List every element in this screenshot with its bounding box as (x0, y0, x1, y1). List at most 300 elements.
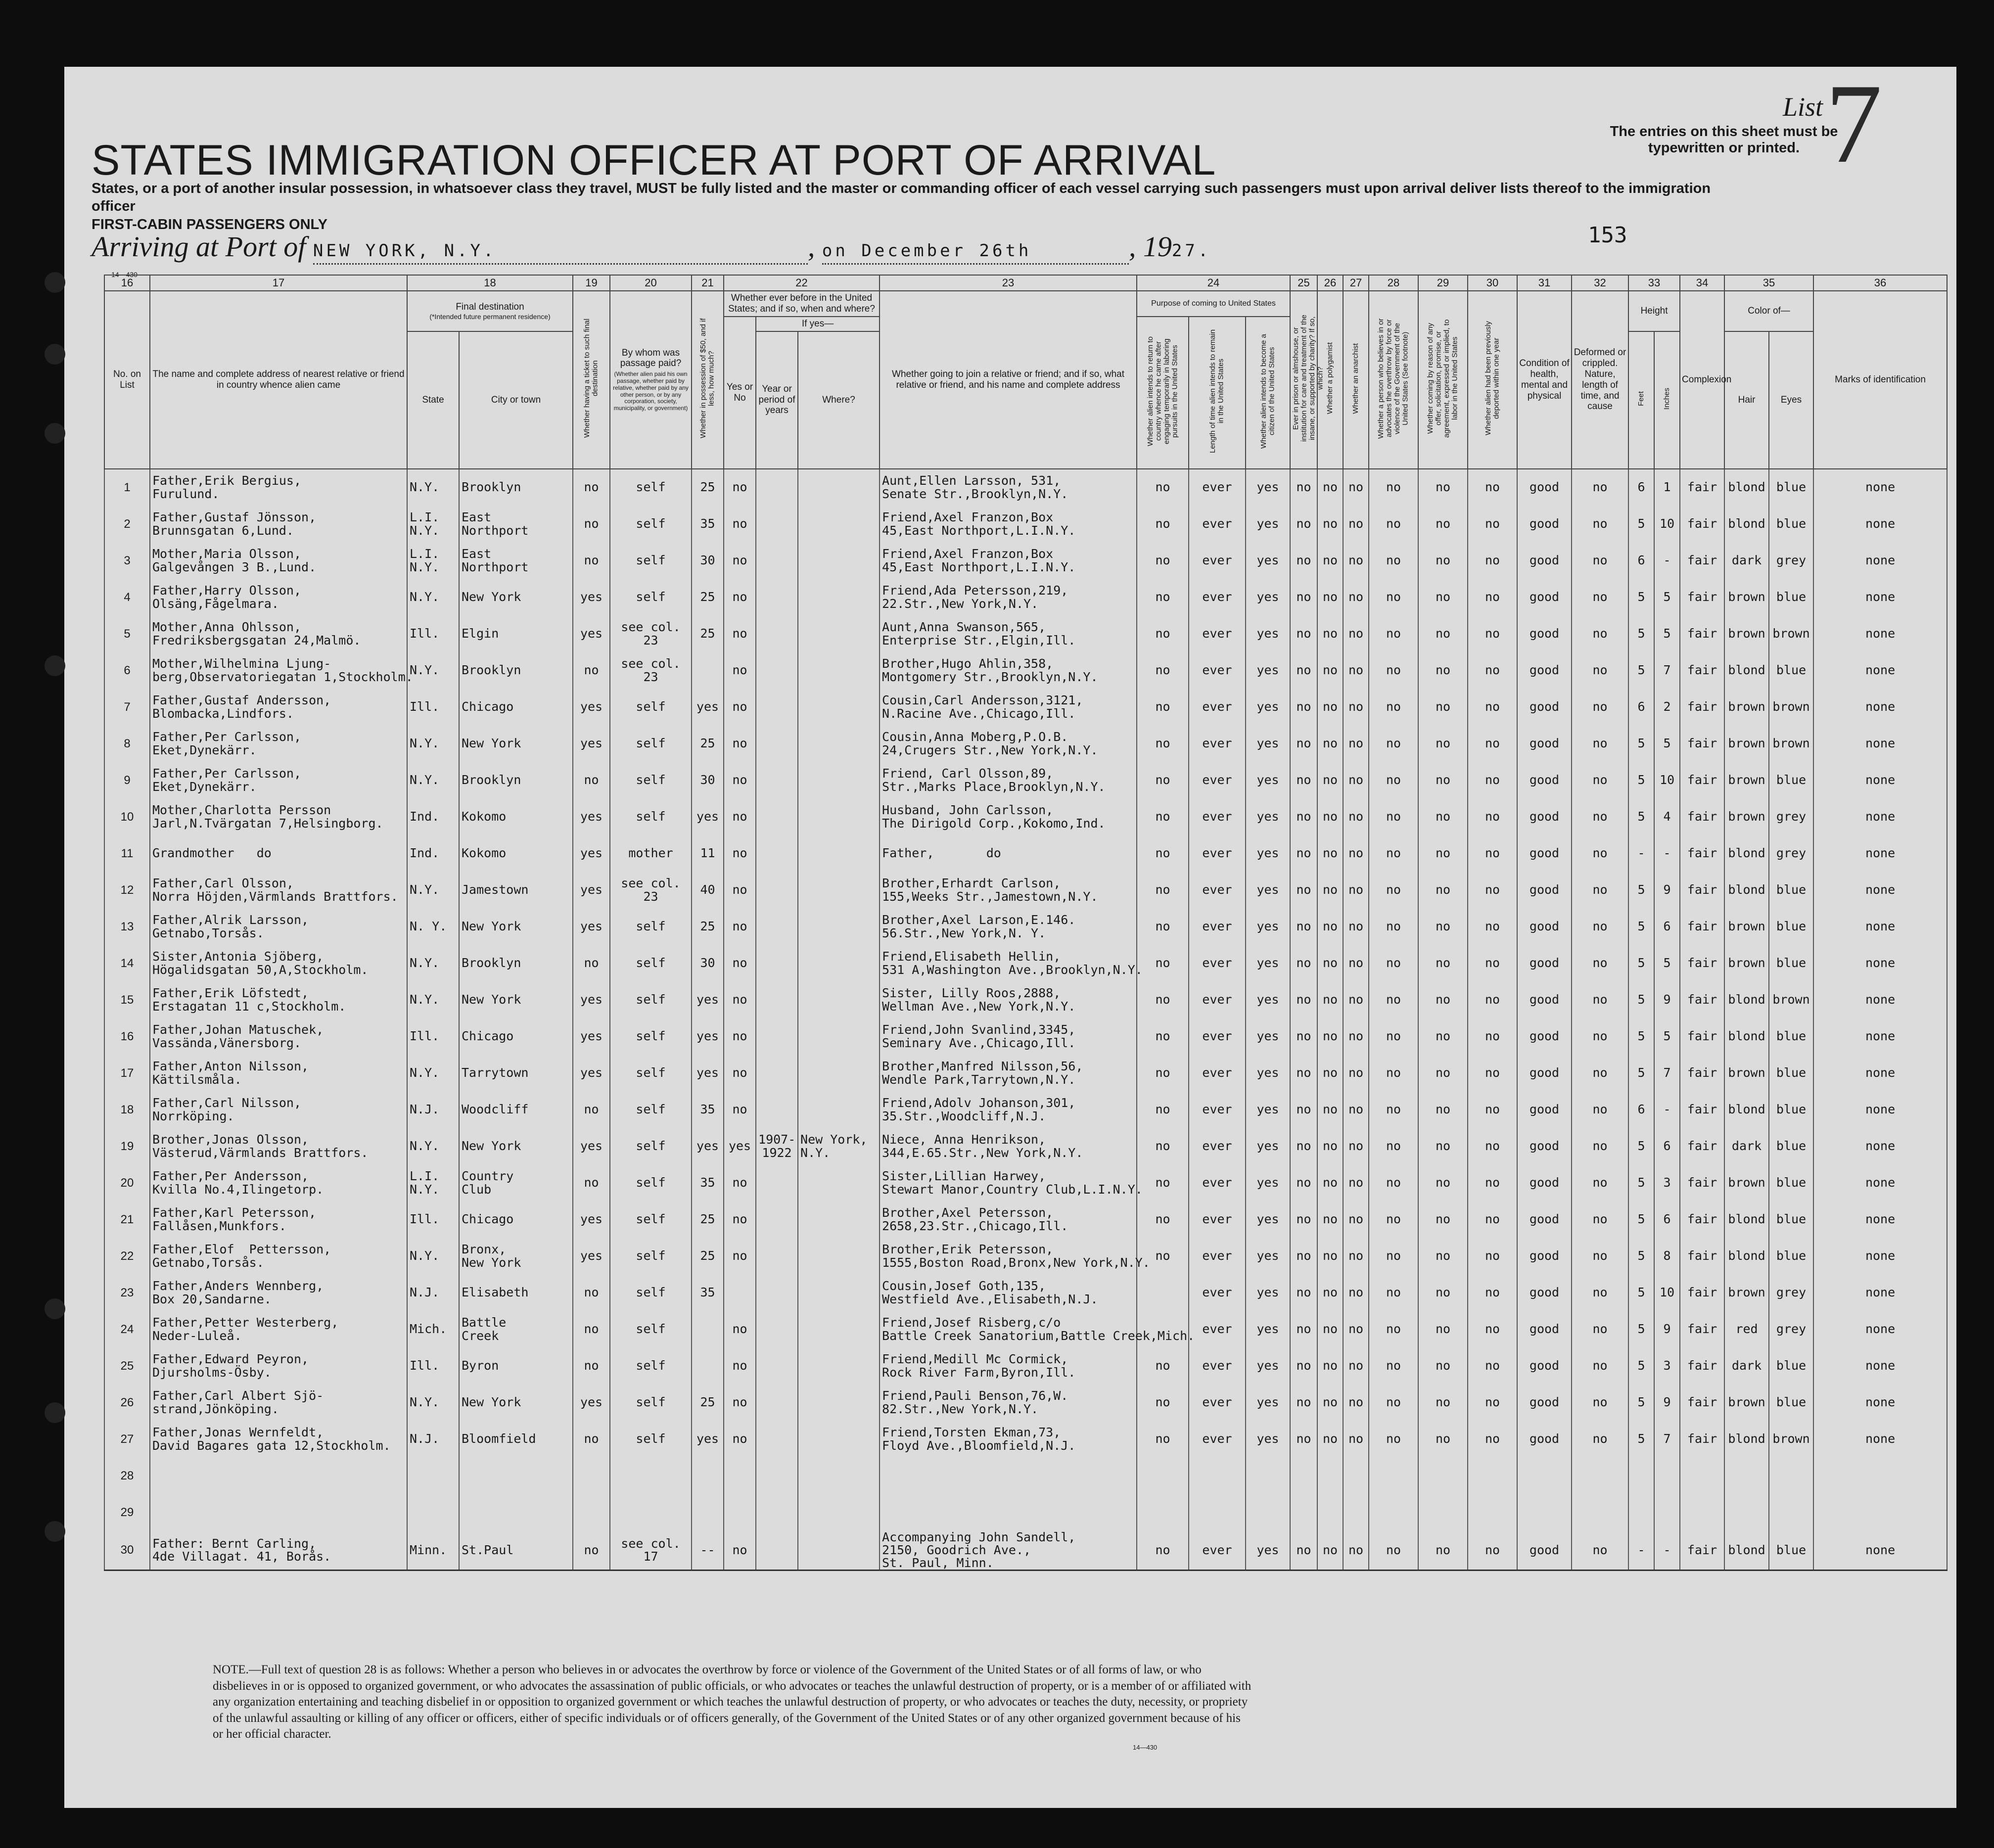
cell-health (1517, 1494, 1572, 1531)
cell-ticket: no (573, 1311, 610, 1348)
cell-before: no (724, 1385, 756, 1421)
cell-c28: no (1369, 1238, 1418, 1275)
cell-ft: 6 (1628, 469, 1654, 506)
cell-state: N. Y. (407, 909, 459, 945)
form-code: 14—430 (1133, 1744, 1158, 1751)
cell-marks: none (1813, 616, 1947, 652)
cell-where (798, 543, 880, 579)
cell-hair: blond (1724, 1018, 1769, 1055)
cell-year (756, 1092, 798, 1128)
cell-state: N.Y. (407, 469, 459, 506)
cell-deformed: no (1572, 1348, 1628, 1385)
cell-c28: no (1369, 1055, 1418, 1092)
cell-before: no (724, 579, 756, 616)
cell-in (1654, 1458, 1680, 1494)
cell-state: Mich. (407, 1311, 459, 1348)
cell-deformed: no (1572, 689, 1628, 726)
cell-eyes: blue (1769, 1018, 1813, 1055)
cell-where (798, 579, 880, 616)
cell-c27: no (1343, 652, 1369, 689)
header-complexion: Complexion (1680, 291, 1724, 469)
cell-c26: no (1317, 945, 1343, 982)
cell-c29: no (1418, 543, 1468, 579)
cell-marks: none (1813, 579, 1947, 616)
cell-join (880, 1458, 1137, 1494)
cell-no: 11 (104, 835, 150, 872)
cell-c27: no (1343, 835, 1369, 872)
cell-c28: no (1369, 1018, 1418, 1055)
cell-p-c: yes (1246, 689, 1290, 726)
cell-eyes: grey (1769, 1311, 1813, 1348)
cell-p-b (1189, 1458, 1246, 1494)
cell-join: Brother,Hugo Ahlin,358, Montgomery Str.,Brooklyn,N.Y. (880, 652, 1137, 689)
cell-c25 (1290, 1458, 1317, 1494)
cell-join: Friend,Pauli Benson,76,W. 82.Str.,New York,N.Y. (880, 1385, 1137, 1421)
cell-no: 28 (104, 1458, 150, 1494)
cell-hair: dark (1724, 543, 1769, 579)
cell-p-b: ever (1189, 1018, 1246, 1055)
cell-eyes: brown (1769, 689, 1813, 726)
cell-money: yes (692, 1055, 724, 1092)
cell-eyes: blue (1769, 1201, 1813, 1238)
cell-p-c: yes (1246, 1348, 1290, 1385)
cell-eyes: blue (1769, 1385, 1813, 1421)
cell-rel: Father,Carl Nilsson, Norrköping. (150, 1092, 407, 1128)
cell-rel: Father,Gustaf Andersson, Blombacka,Lindfors. (150, 689, 407, 726)
cell-c27 (1343, 1458, 1369, 1494)
cell-p-b: ever (1189, 799, 1246, 835)
cell-c29: no (1418, 726, 1468, 762)
cell-deformed: no (1572, 1165, 1628, 1201)
cell-year (756, 1275, 798, 1311)
col-num: 17 (150, 275, 407, 291)
cell-health: good (1517, 945, 1572, 982)
cell-deformed: no (1572, 1385, 1628, 1421)
cell-state: N.J. (407, 1421, 459, 1458)
binder-hole (45, 1298, 65, 1319)
cell-join: Friend,John Svanlind,3345, Seminary Ave.,Chicago,Ill. (880, 1018, 1137, 1055)
cell-before: no (724, 1531, 756, 1571)
cell-complexion: fair (1680, 1348, 1724, 1385)
cell-c30: no (1468, 689, 1517, 726)
col-num: 33 (1628, 275, 1680, 291)
sheet-number: 153 (1588, 223, 1627, 248)
cell-before: no (724, 762, 756, 799)
cell-ft: 5 (1628, 1348, 1654, 1385)
cell-deformed (1572, 1494, 1628, 1531)
cell-eyes: blue (1769, 945, 1813, 982)
cell-rel: Father,Carl Olsson, Norra Höjden,Värmlands Brattfors. (150, 872, 407, 909)
cell-ticket: yes (573, 689, 610, 726)
col-num: 29 (1418, 275, 1468, 291)
header-row-1 (104, 291, 1947, 317)
header-height: Height (1628, 291, 1680, 331)
cell-ticket: no (573, 945, 610, 982)
cell-money: 25 (692, 1238, 724, 1275)
cell-rel: Father,Elof Pettersson, Getnabo,Torsås. (150, 1238, 407, 1275)
cell-p-b: ever (1189, 1311, 1246, 1348)
cell-p-a (1137, 1275, 1189, 1311)
cell-c29: no (1418, 982, 1468, 1018)
cell-ft: 5 (1628, 799, 1654, 835)
cell-in: 9 (1654, 872, 1680, 909)
col-num: 31 (1517, 275, 1572, 291)
cell-join: Friend,Medill Mc Cormick, Rock River Farm,Byron,Ill. (880, 1348, 1137, 1385)
header-yes-no: Yes or No (724, 317, 756, 469)
cell-city: Chicago (459, 1018, 573, 1055)
cell-marks: none (1813, 1201, 1947, 1238)
cell-c29: no (1418, 1275, 1468, 1311)
cell-state: N.Y. (407, 982, 459, 1018)
cell-marks: none (1813, 469, 1947, 506)
cell-health: good (1517, 1165, 1572, 1201)
cell-before: no (724, 616, 756, 652)
cell-before: no (724, 909, 756, 945)
cell-health: good (1517, 1385, 1572, 1421)
table-row (104, 616, 1947, 652)
cell-city: New York (459, 1128, 573, 1165)
cell-p-a: no (1137, 835, 1189, 872)
cell-hair: brown (1724, 1165, 1769, 1201)
cell-money: 25 (692, 1385, 724, 1421)
cell-city (459, 1494, 573, 1531)
q29-label: Whether coming by reason of any offer, solicitation, promise, or agreement, expressed or implied, to labor in the United States (1426, 319, 1459, 438)
entries-note: The entries on this sheet must be typewritten or printed. (1610, 124, 1838, 156)
cell-ft: 6 (1628, 1092, 1654, 1128)
cell-year (756, 1238, 798, 1275)
cell-marks: none (1813, 1055, 1947, 1092)
cell-complexion: fair (1680, 469, 1724, 506)
cell-hair: brown (1724, 689, 1769, 726)
cell-in: 3 (1654, 1348, 1680, 1385)
cell-health: good (1517, 1311, 1572, 1348)
cell-c30: no (1468, 616, 1517, 652)
cell-c29: no (1418, 1092, 1468, 1128)
table-row (104, 945, 1947, 982)
cell-p-a: no (1137, 1201, 1189, 1238)
cell-money: yes (692, 1128, 724, 1165)
cell-before: no (724, 652, 756, 689)
cell-c26: no (1317, 652, 1343, 689)
cell-rel: Father,Erik Löfstedt, Erstagatan 11 c,Stockholm. (150, 982, 407, 1018)
cell-deformed: no (1572, 1092, 1628, 1128)
cell-join: Niece, Anna Henrikson, 344,E.65.Str.,New York,N.Y. (880, 1128, 1137, 1165)
prison-label: Ever in prison or almshouse, or institution for care and treatment of the insane, or supported by charity? If so, which? (1292, 315, 1325, 442)
col-num: 16 (104, 275, 150, 291)
arriving-label: Arriving at Port of (92, 231, 306, 263)
cell-join: Cousin,Josef Goth,135, Westfield Ave.,Elisabeth,N.J. (880, 1275, 1137, 1311)
cell-complexion: fair (1680, 689, 1724, 726)
cell-marks: none (1813, 1348, 1947, 1385)
cell-paid: see col. 17 (610, 1531, 692, 1571)
cell-p-c: yes (1246, 872, 1290, 909)
cell-where (798, 1238, 880, 1275)
cell-c29 (1418, 1494, 1468, 1531)
cell-c30: no (1468, 1348, 1517, 1385)
cell-p-b: ever (1189, 543, 1246, 579)
cell-paid: self (610, 799, 692, 835)
list-number: 7 (1825, 60, 1882, 186)
cell-c28: no (1369, 1092, 1418, 1128)
cell-p-c: yes (1246, 543, 1290, 579)
cell-p-c: yes (1246, 1128, 1290, 1165)
cell-c27: no (1343, 1238, 1369, 1275)
cell-year (756, 726, 798, 762)
cell-deformed: no (1572, 616, 1628, 652)
cell-deformed: no (1572, 872, 1628, 909)
cell-state: Ind. (407, 799, 459, 835)
cell-c26: no (1317, 835, 1343, 872)
cell-before: no (724, 1421, 756, 1458)
cell-year (756, 1494, 798, 1531)
cell-p-b: ever (1189, 652, 1246, 689)
cell-paid: self (610, 1275, 692, 1311)
date-blank (822, 230, 1129, 265)
cell-c29: no (1418, 1128, 1468, 1165)
cell-no: 3 (104, 543, 150, 579)
cell-p-b: ever (1189, 872, 1246, 909)
cell-c27: no (1343, 1092, 1369, 1128)
col-num: 19 (573, 275, 610, 291)
cell-no: 10 (104, 799, 150, 835)
cell-p-b: ever (1189, 726, 1246, 762)
cell-c30: no (1468, 1311, 1517, 1348)
header-marks: Marks of identification (1813, 291, 1947, 469)
cell-join: Aunt,Anna Swanson,565, Enterprise Str.,Elgin,Ill. (880, 616, 1137, 652)
cell-money: yes (692, 982, 724, 1018)
cell-health: good (1517, 689, 1572, 726)
cell-city: Byron (459, 1348, 573, 1385)
cell-ticket: yes (573, 579, 610, 616)
cell-c30: no (1468, 1275, 1517, 1311)
cell-c26: no (1317, 1092, 1343, 1128)
cell-p-b: ever (1189, 1238, 1246, 1275)
cell-year (756, 689, 798, 726)
cell-city: Elisabeth (459, 1275, 573, 1311)
manifest-table (104, 275, 1948, 1571)
cell-before: no (724, 835, 756, 872)
cell-c29: no (1418, 1238, 1468, 1275)
cell-join: Sister, Lilly Roos,2888, Wellman Ave.,New York,N.Y. (880, 982, 1137, 1018)
cell-before (724, 1494, 756, 1531)
cell-year (756, 835, 798, 872)
cell-complexion: fair (1680, 1165, 1724, 1201)
cell-deformed: no (1572, 1128, 1628, 1165)
cell-c30: no (1468, 1238, 1517, 1275)
cell-state: N.Y. (407, 579, 459, 616)
cell-join: Friend, Carl Olsson,89, Str.,Marks Place,Brooklyn,N.Y. (880, 762, 1137, 799)
table-row (104, 1385, 1947, 1421)
cell-health: good (1517, 799, 1572, 835)
cell-paid: self (610, 1348, 692, 1385)
cell-c27: no (1343, 506, 1369, 543)
cell-p-a: no (1137, 945, 1189, 982)
header-feet (1628, 331, 1654, 469)
cell-before: no (724, 1348, 756, 1385)
cell-c26: no (1317, 1385, 1343, 1421)
cell-hair (1724, 1494, 1769, 1531)
cell-ticket: yes (573, 1128, 610, 1165)
cell-rel: Father,Erik Bergius, Furulund. (150, 469, 407, 506)
cell-where (798, 1311, 880, 1348)
cell-c28: no (1369, 1165, 1418, 1201)
cell-no: 14 (104, 945, 150, 982)
column-number-row (104, 275, 1947, 291)
cell-health: good (1517, 762, 1572, 799)
final-destination-note: (*Intended future permanent residence) (429, 312, 551, 321)
cell-c25: no (1290, 835, 1317, 872)
cell-money (692, 1494, 724, 1531)
cell-p-b: ever (1189, 762, 1246, 799)
cell-no: 1 (104, 469, 150, 506)
cell-c30: no (1468, 726, 1517, 762)
cell-health: good (1517, 1201, 1572, 1238)
cell-money: 40 (692, 872, 724, 909)
cell-p-c: yes (1246, 799, 1290, 835)
cell-health: good (1517, 1238, 1572, 1275)
cell-rel: Father,Alrik Larsson, Getnabo,Torsås. (150, 909, 407, 945)
cell-eyes: blue (1769, 469, 1813, 506)
year-prefix: 19 (1143, 231, 1172, 263)
cell-p-b: ever (1189, 1385, 1246, 1421)
cell-rel: Father,Jonas Wernfeldt, David Bagares gata 12,Stockholm. (150, 1421, 407, 1458)
cell-c25: no (1290, 799, 1317, 835)
cell-p-c: yes (1246, 1275, 1290, 1311)
cell-where (798, 1275, 880, 1311)
cell-c25: no (1290, 872, 1317, 909)
cell-p-b: ever (1189, 616, 1246, 652)
cell-c25: no (1290, 1275, 1317, 1311)
cell-marks: none (1813, 982, 1947, 1018)
cell-before: no (724, 872, 756, 909)
cell-state: Ill. (407, 1348, 459, 1385)
cell-join: Sister,Lillian Harwey, Stewart Manor,Country Club,L.I.N.Y. (880, 1165, 1137, 1201)
cell-paid: self (610, 1238, 692, 1275)
cell-p-a: no (1137, 799, 1189, 835)
cell-health: good (1517, 726, 1572, 762)
cell-where (798, 1092, 880, 1128)
cell-no: 20 (104, 1165, 150, 1201)
binder-hole (45, 655, 65, 676)
cell-c28: no (1369, 1311, 1418, 1348)
cell-rel: Father,Carl Albert Sjö- strand,Jönköping. (150, 1385, 407, 1421)
cell-ticket: no (573, 1421, 610, 1458)
cell-rel: Father,Petter Westerberg, Neder-Luleå. (150, 1311, 407, 1348)
cell-hair: blond (1724, 1092, 1769, 1128)
cell-year (756, 909, 798, 945)
cell-where (798, 982, 880, 1018)
cell-c30: no (1468, 1092, 1517, 1128)
cell-eyes: blue (1769, 1055, 1813, 1092)
cell-marks: none (1813, 1092, 1947, 1128)
cell-marks: none (1813, 762, 1947, 799)
cell-hair: blond (1724, 872, 1769, 909)
cell-c26 (1317, 1494, 1343, 1531)
cell-ticket: yes (573, 1055, 610, 1092)
cell-c27: no (1343, 1055, 1369, 1092)
cell-health: good (1517, 835, 1572, 872)
cell-before: no (724, 543, 756, 579)
cell-no: 13 (104, 909, 150, 945)
cell-deformed: no (1572, 1531, 1628, 1571)
cell-complexion: fair (1680, 1311, 1724, 1348)
cell-no: 18 (104, 1092, 150, 1128)
cell-no: 9 (104, 762, 150, 799)
cell-p-b: ever (1189, 579, 1246, 616)
cell-ticket: no (573, 1275, 610, 1311)
cell-c27: no (1343, 872, 1369, 909)
cell-ticket: no (573, 762, 610, 799)
cell-join: Friend,Josef Risberg,c/o Battle Creek Sanatorium,Battle Creek,Mich. (880, 1311, 1137, 1348)
cell-c27: no (1343, 1018, 1369, 1055)
cell-state: N.Y. (407, 726, 459, 762)
cell-c27: no (1343, 982, 1369, 1018)
cell-rel: Father,Karl Petersson, Fallåsen,Munkfors. (150, 1201, 407, 1238)
cell-ft: 5 (1628, 726, 1654, 762)
cell-city: Tarrytown (459, 1055, 573, 1092)
cell-hair: blond (1724, 1238, 1769, 1275)
cell-c28: no (1369, 1128, 1418, 1165)
cell-eyes: grey (1769, 1275, 1813, 1311)
cell-health: good (1517, 1018, 1572, 1055)
col-num: 27 (1343, 275, 1369, 291)
cell-marks: none (1813, 1385, 1947, 1421)
header-purpose-c (1246, 317, 1290, 469)
col-num: 18 (407, 275, 573, 291)
table-row (104, 762, 1947, 799)
cell-c29: no (1418, 1311, 1468, 1348)
header-anarchist (1343, 291, 1369, 469)
cell-p-a: no (1137, 1421, 1189, 1458)
cell-marks: none (1813, 835, 1947, 872)
table-row (104, 982, 1947, 1018)
cell-join: Accompanying John Sandell, 2150, Goodrich Ave., St. Paul, Minn. (880, 1531, 1137, 1571)
cell-c25: no (1290, 982, 1317, 1018)
q30-label: Whether alien had been previously deported within one year (1484, 321, 1501, 436)
table-row (104, 872, 1947, 909)
cell-in: 10 (1654, 506, 1680, 543)
cell-complexion: fair (1680, 1201, 1724, 1238)
cell-c29: no (1418, 872, 1468, 909)
col-num: 30 (1468, 275, 1517, 291)
cell-marks: none (1813, 1128, 1947, 1165)
cell-year (756, 616, 798, 652)
cell-where (798, 872, 880, 909)
cell-deformed: no (1572, 1055, 1628, 1092)
header-health: Condition of health, mental and physical (1517, 291, 1572, 469)
cell-c28: no (1369, 1275, 1418, 1311)
cell-c25: no (1290, 1385, 1317, 1421)
cell-c28 (1369, 1458, 1418, 1494)
cell-money (692, 1311, 724, 1348)
cell-eyes (1769, 1494, 1813, 1531)
cell-deformed: no (1572, 506, 1628, 543)
cell-c28: no (1369, 835, 1418, 872)
cell-c28: no (1369, 1531, 1418, 1571)
cell-p-b: ever (1189, 1348, 1246, 1385)
cell-money: 35 (692, 506, 724, 543)
cell-rel: Mother,Anna Ohlsson, Fredriksbergsgatan 24,Malmö. (150, 616, 407, 652)
cell-c30: no (1468, 469, 1517, 506)
cell-in: 6 (1654, 909, 1680, 945)
cell-deformed: no (1572, 982, 1628, 1018)
header-inches (1654, 331, 1680, 469)
cell-deformed: no (1572, 652, 1628, 689)
cell-in: 7 (1654, 1055, 1680, 1092)
cell-p-b: ever (1189, 506, 1246, 543)
cell-city: Jamestown (459, 872, 573, 909)
cell-c27: no (1343, 1128, 1369, 1165)
